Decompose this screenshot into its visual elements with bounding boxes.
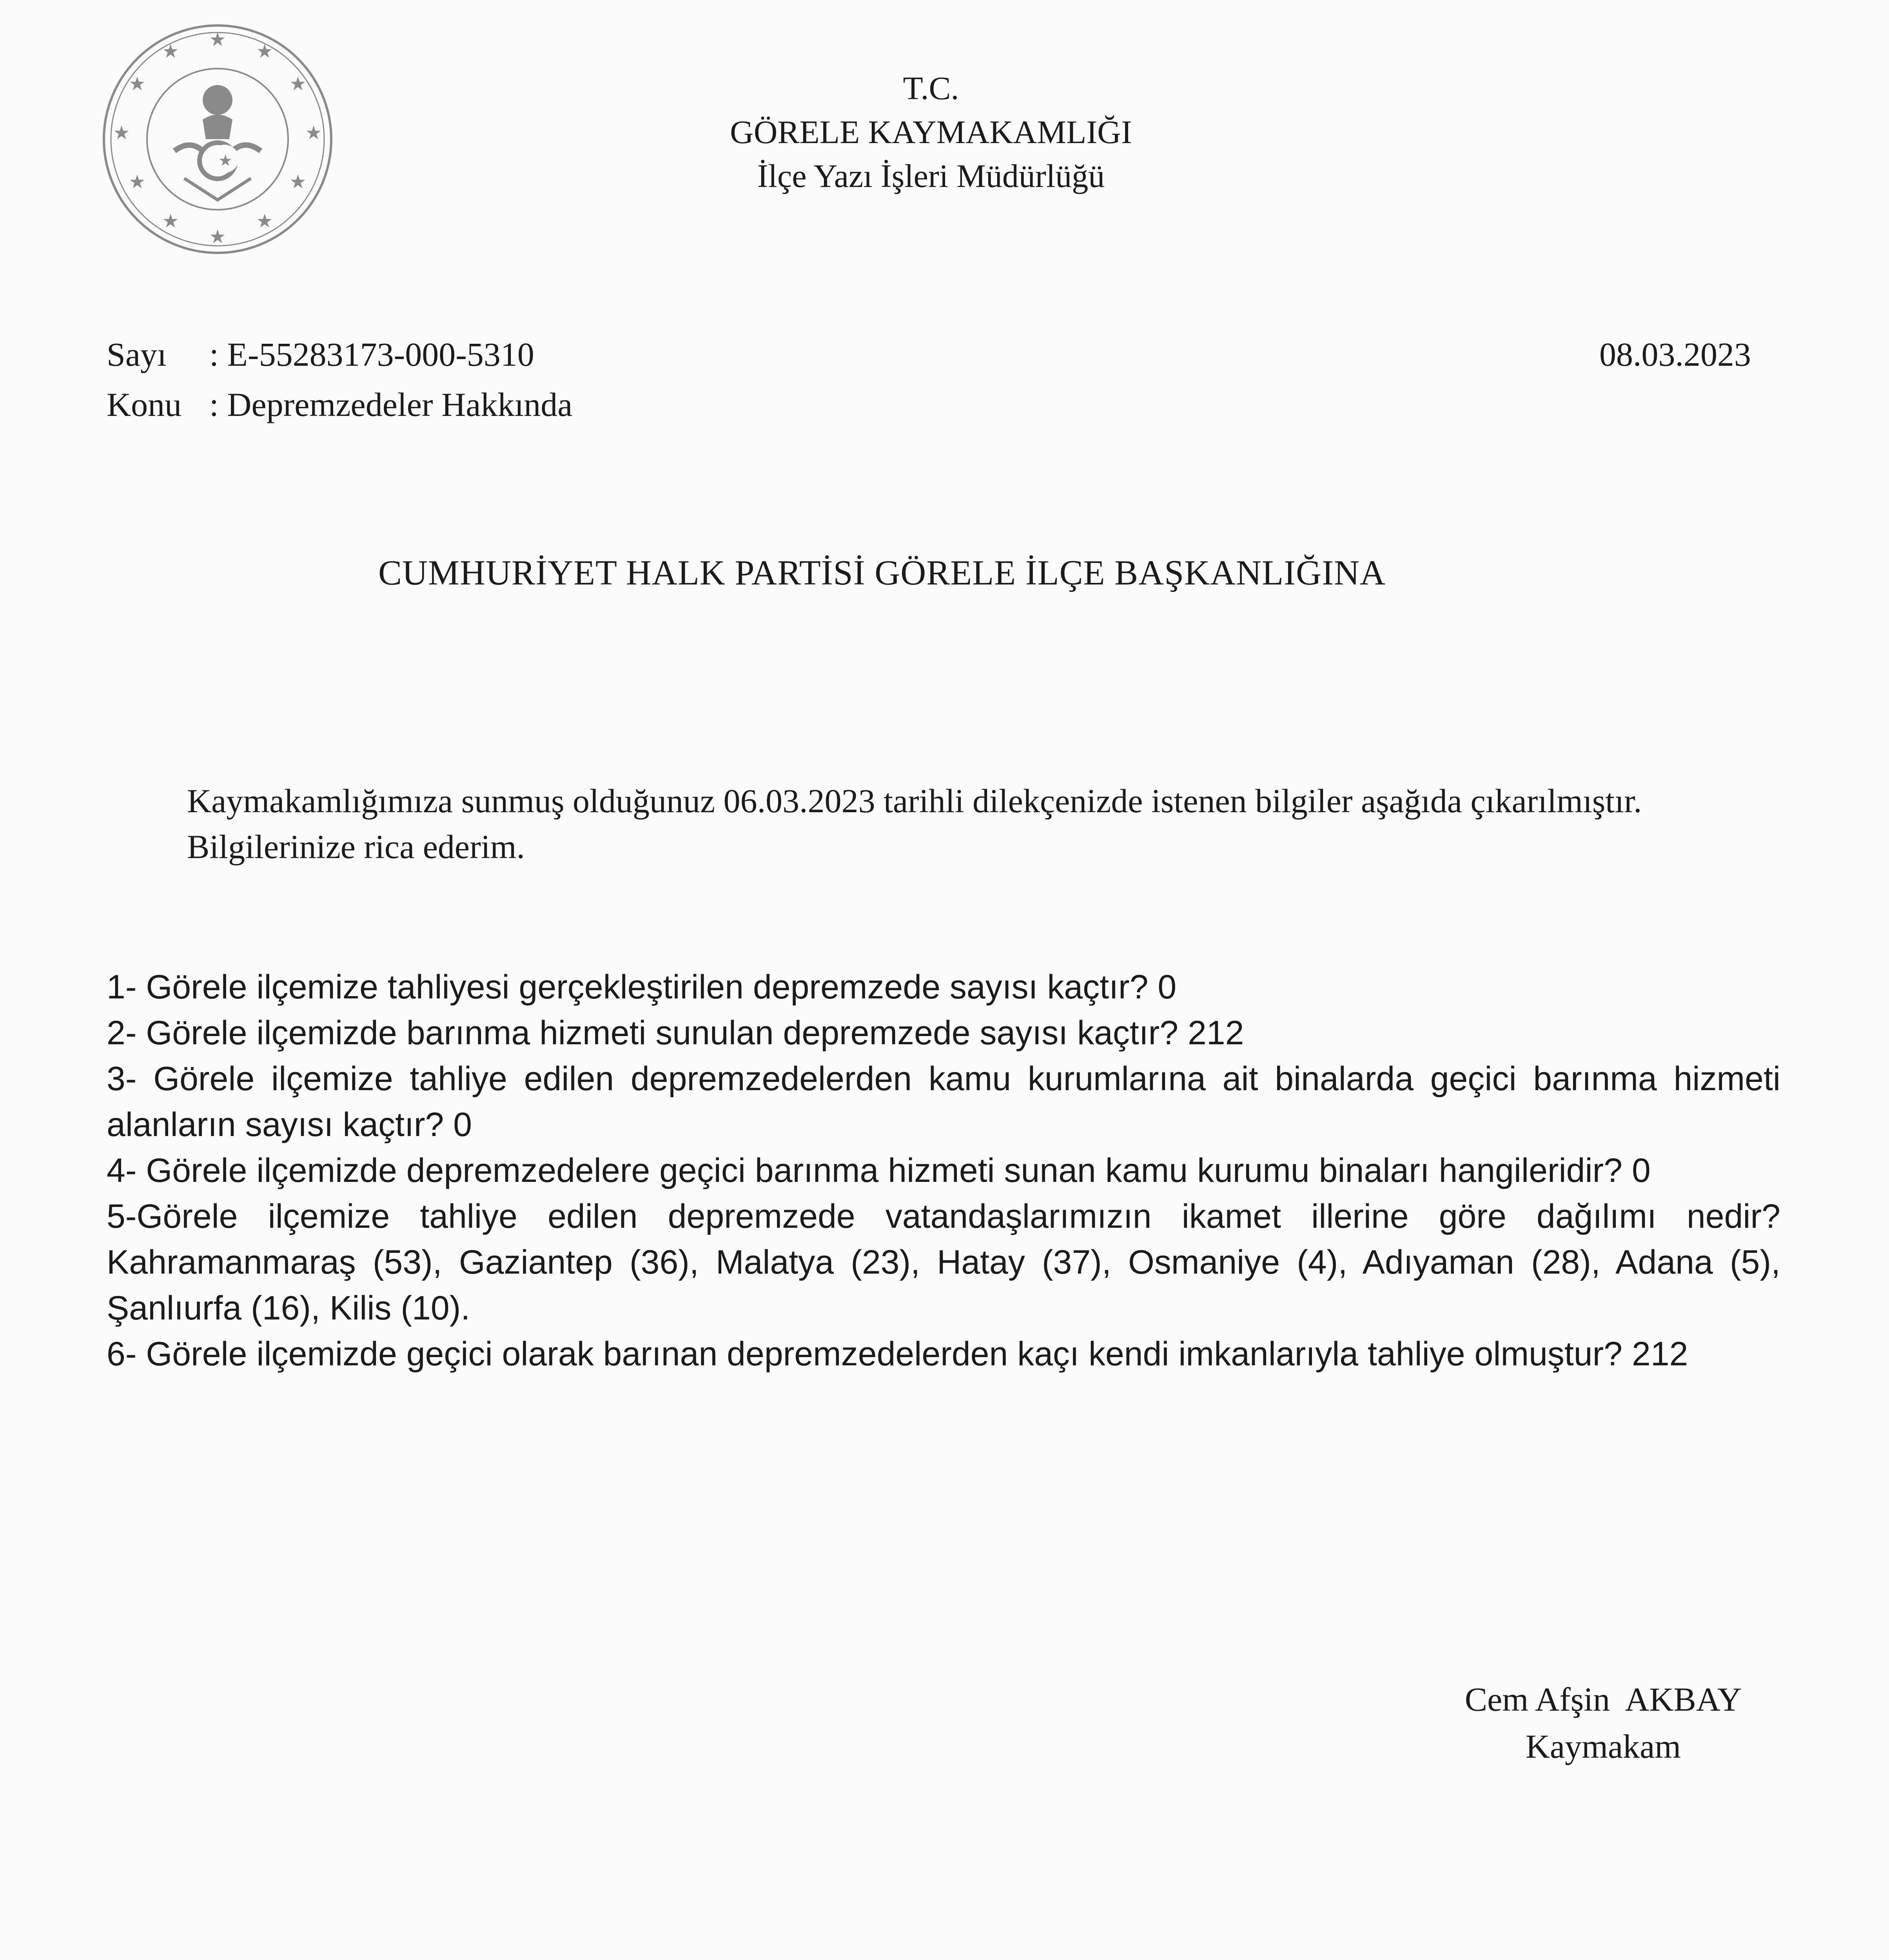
question-item: 2- Görele ilçemizde barınma hizmeti sunulan depremzede sayısı kaçtır? 212 [107,1014,1244,1052]
document-date: 08.03.2023 [1599,336,1751,373]
header-department: İlçe Yazı İşleri Müdürlüğü [757,158,1105,194]
svg-text:★: ★ [209,29,226,51]
header-institution: GÖRELE KAYMAKAMLIĞI [730,114,1132,151]
konu-row [107,379,572,430]
svg-text:★: ★ [289,171,307,193]
signatory-name: Cem Afşin AKBAY [1464,1681,1742,1718]
sayi-row [107,329,572,379]
body-paragraph-2: Bilgilerinize rica ederim. [187,828,525,866]
header-line-1: T.C. [903,70,959,107]
konu-label: Konu [107,386,182,423]
question-item: 3- Görele ilçemize tahliye edilen depremzedelerden kamu kurumlarına ait binalarda geçici barınma hizmeti alanların sayısı kaçtır? 0 [107,1060,1780,1143]
sayi-label: Sayı [107,336,167,373]
svg-text:★: ★ [129,171,146,193]
body-paragraph-1: Kaymakamlığımıza sunmuş olduğunuz 06.03.2023 tarihli dilekçenizde istenen bilgiler aşağıda çıkarılmıştır. [187,782,1642,820]
signature-block [1427,1676,1780,1770]
svg-text:★: ★ [218,152,232,170]
recipient: CUMHURİYET HALK PARTİSİ GÖRELE İLÇE BAŞKANLIĞINA [378,554,1386,592]
question-item: 1- Görele ilçemize tahliyesi gerçekleştirilen depremzede sayısı kaçtır? 0 [107,968,1177,1006]
svg-text:★: ★ [256,40,273,62]
signatory-title: Kaymakam [1525,1728,1681,1765]
svg-text:★: ★ [305,122,322,144]
svg-text:★: ★ [289,73,307,95]
document-header [549,67,1313,198]
letter-body [107,778,1780,870]
question-list [107,964,1780,1377]
question-item: 6- Görele ilçemizde geçici olarak barınan depremzedelerden kaçı kendi imkanlarıyla tahliye olmuştur? 212 [107,1335,1688,1373]
document-meta [107,329,572,430]
question-item: 4- Görele ilçemizde depremzedelere geçici barınma hizmeti sunan kamu kurumu binaları hangileridir? 0 [107,1152,1651,1189]
sayi-value: : E-55283173-000-5310 [209,336,534,373]
svg-text:★: ★ [162,210,179,232]
svg-text:★: ★ [256,210,273,232]
ministry-seal-icon [100,22,335,257]
svg-text:★: ★ [129,73,146,95]
konu-value: : Depremzedeler Hakkında [209,386,573,423]
question-item: 5-Görele ilçemize tahliye edilen depremzede vatandaşlarımızın ikamet illerine göre dağılımı nedir? Kahramanmaraş (53), Gaziantep (36), Malatya (23), Hatay (37), Osmaniye (4), Adıyaman (28), Adana (5), Şanlıurfa (16), Kilis (10). [107,1198,1780,1327]
svg-text:★: ★ [209,226,226,248]
svg-text:★: ★ [162,40,179,62]
svg-text:★: ★ [113,122,130,144]
